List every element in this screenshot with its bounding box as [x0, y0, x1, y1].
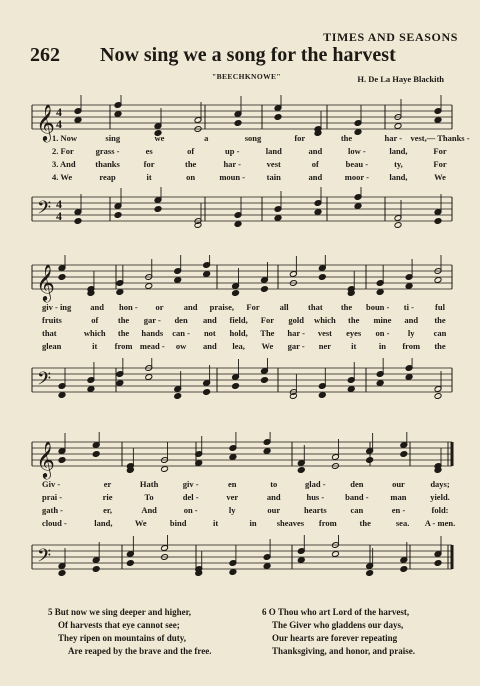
lyric-line	[0, 328, 480, 340]
lyric-syllable: gar -	[143, 315, 161, 325]
lyric-syllable: on	[186, 172, 196, 182]
bass-clef-icon: 𝄢	[37, 369, 52, 394]
time-signature-icon: 4	[56, 105, 62, 119]
lyric-syllable: hold,	[229, 328, 248, 338]
lyric-syllable: the	[117, 315, 130, 325]
lyric-syllable: 2. For	[52, 146, 74, 156]
note-head-icon	[318, 274, 326, 281]
lyric-syllable: that	[308, 302, 323, 312]
note-head-icon	[297, 467, 305, 474]
note-head-icon	[263, 563, 271, 570]
lyric-syllable: it	[212, 518, 219, 528]
lyric-syllable: and	[90, 302, 105, 312]
note-head-icon	[145, 374, 153, 381]
lyric-syllable: bind	[169, 518, 187, 528]
lyric-syllable: hearts	[303, 505, 327, 515]
lyric-syllable: days;	[430, 479, 450, 489]
lyric-syllable: ly	[407, 328, 415, 338]
lyric-syllable: beau -	[345, 159, 369, 169]
lyric-syllable: in	[249, 518, 257, 528]
lyric-syllable: sea.	[395, 518, 410, 528]
lyric-syllable: en	[227, 479, 237, 489]
note-head-icon	[58, 274, 66, 281]
lyric-syllable: and	[202, 341, 217, 351]
lyric-syllable: the	[434, 315, 446, 325]
treble-staff-system-3	[0, 432, 480, 482]
note-head-icon	[394, 123, 402, 130]
note-head-icon	[274, 215, 282, 222]
note-head-icon	[74, 117, 82, 124]
lyric-syllable: field,	[229, 315, 248, 325]
lyric-syllable: 1. Now	[52, 133, 78, 143]
lyric-syllable: gath -	[42, 505, 64, 515]
lyric-syllable: the	[184, 159, 197, 169]
lyric-syllable: to	[270, 479, 278, 489]
lyric-syllable: song	[244, 133, 262, 143]
lyric-syllable: har -	[384, 133, 403, 143]
lyric-syllable: the	[340, 133, 353, 143]
lyric-syllable: boun -	[365, 302, 390, 312]
lyric-syllable: and	[266, 492, 281, 502]
note-head-icon	[376, 289, 384, 296]
note-head-icon	[400, 566, 408, 573]
lyric-syllable: fold:	[431, 505, 449, 515]
note-head-icon	[332, 551, 340, 558]
lyric-syllable: For	[246, 302, 260, 312]
lyric-syllable: mead -	[139, 341, 165, 351]
lyric-syllable: for	[143, 159, 155, 169]
lyric-syllable: A - men.	[424, 518, 456, 528]
lyric-syllable: or	[155, 302, 164, 312]
lyric-syllable: 3. And	[52, 159, 76, 169]
lyric-syllable: and	[202, 315, 217, 325]
lyric-syllable: 4. We	[52, 172, 73, 182]
lyric-syllable: all	[279, 302, 289, 312]
verse-line: They ripen on mountains of duty,	[58, 633, 187, 643]
verse-line: 6 O Thou who art Lord of the harvest,	[262, 607, 410, 617]
lyric-syllable: and	[404, 315, 419, 325]
lyric-syllable: can	[433, 328, 447, 338]
lyric-syllable: tain	[266, 172, 281, 182]
verses-right	[262, 606, 415, 658]
lyric-syllable: we	[154, 133, 165, 143]
note-head-icon	[274, 114, 282, 121]
lyric-syllable: har -	[287, 328, 305, 338]
bass-clef-icon: 𝄢	[37, 198, 52, 223]
composer-credit: H. De La Haye Blackith	[357, 74, 444, 84]
lyric-syllable: from	[318, 518, 337, 528]
note-head-icon	[203, 389, 211, 396]
note-head-icon	[116, 289, 124, 296]
lyric-syllable: land,	[389, 146, 408, 156]
lyric-syllable: the	[117, 328, 130, 338]
verse-line: The Giver who gladdens our days,	[272, 620, 404, 630]
lyric-syllable: vest	[317, 328, 333, 338]
lyric-syllable: reap	[99, 172, 116, 182]
lyric-syllable: which	[314, 315, 336, 325]
lyric-syllable: gar -	[287, 341, 305, 351]
note-head-icon	[263, 448, 271, 455]
bass-staff-system-3	[0, 535, 480, 585]
note-head-icon	[434, 277, 442, 284]
lyric-line	[0, 492, 480, 504]
lyric-syllable: glad -	[305, 479, 326, 489]
note-head-icon	[87, 386, 95, 393]
lyric-syllable: prai -	[42, 492, 63, 502]
lyric-syllable: ful	[435, 302, 445, 312]
lyric-syllable: for	[294, 133, 306, 143]
note-head-icon	[92, 451, 100, 458]
lyric-line	[0, 146, 480, 158]
lyric-syllable: the	[359, 518, 371, 528]
note-head-icon	[376, 380, 384, 387]
lyric-syllable: band -	[345, 492, 369, 502]
lyric-syllable: and	[183, 302, 198, 312]
lyric-syllable: es	[145, 146, 153, 156]
lyric-syllable: gold	[288, 315, 304, 325]
note-head-icon	[400, 451, 408, 458]
lyric-syllable: We	[434, 172, 446, 182]
lyric-syllable: our	[267, 505, 281, 515]
bass-staff-system-1	[0, 187, 480, 237]
lyric-syllable: vest	[266, 159, 281, 169]
lyric-syllable: land,	[94, 518, 113, 528]
lyric-line	[0, 518, 480, 530]
lyric-syllable: can	[350, 505, 364, 515]
lyric-syllable: The	[260, 328, 275, 338]
lyric-syllable: And	[141, 505, 157, 515]
lyric-syllable: the	[434, 341, 446, 351]
tune-name: "BEECHKNOWE"	[212, 72, 281, 81]
note-head-icon	[174, 277, 182, 284]
lyric-line	[0, 341, 480, 353]
note-head-icon	[347, 386, 355, 393]
lyric-syllable: on -	[375, 328, 390, 338]
hymn-number: 262	[30, 44, 60, 66]
verse-line: Thanksgiving, and honor, and praise.	[272, 646, 415, 656]
note-head-icon	[232, 290, 240, 297]
note-head-icon	[174, 393, 182, 400]
note-head-icon	[58, 570, 66, 577]
note-head-icon	[126, 560, 134, 567]
note-head-icon	[58, 392, 66, 399]
lyric-line	[0, 159, 480, 171]
lyric-syllable: mine	[373, 315, 392, 325]
lyric-syllable: hands	[141, 328, 164, 338]
note-head-icon	[92, 566, 100, 573]
lyric-line	[0, 302, 480, 314]
lyric-syllable: cloud -	[42, 518, 67, 528]
note-head-icon	[434, 393, 442, 400]
note-head-icon	[354, 203, 362, 210]
section-heading: TIMES AND SEASONS	[323, 30, 458, 44]
note-head-icon	[229, 454, 237, 461]
note-head-icon	[434, 560, 442, 567]
lyric-syllable: the	[348, 315, 360, 325]
lyric-syllable: er	[103, 479, 112, 489]
lyric-syllable: fruits	[42, 315, 62, 325]
lyric-syllable: which	[83, 328, 106, 338]
lyric-syllable: praise,	[209, 302, 234, 312]
note-head-icon	[434, 218, 442, 225]
bass-clef-icon: 𝄢	[37, 546, 52, 571]
lyric-syllable: land	[265, 146, 282, 156]
lyric-syllable: not	[203, 328, 216, 338]
lyric-syllable: ly	[228, 505, 236, 515]
lyric-syllable: For	[433, 159, 447, 169]
lyric-syllable: hon -	[118, 302, 138, 312]
lyric-syllable: yield.	[430, 492, 450, 502]
lyric-line	[0, 315, 480, 327]
lyric-syllable: giv - ing	[42, 302, 72, 312]
verse-line: 5 But now we sing deeper and higher,	[48, 607, 192, 617]
lyric-syllable: land,	[389, 172, 408, 182]
lyric-syllable: For	[433, 146, 447, 156]
lyric-syllable: it	[92, 341, 98, 351]
note-head-icon	[314, 209, 322, 216]
lyric-syllable: our	[392, 479, 405, 489]
treble-clef-icon: 𝄞	[36, 103, 55, 141]
lyric-syllable: can -	[172, 328, 190, 338]
lyric-syllable: sing	[105, 133, 121, 143]
note-head-icon	[234, 221, 242, 228]
lyric-syllable: giv -	[182, 479, 199, 489]
lyric-syllable: eyes	[346, 328, 362, 338]
lyric-syllable: sheaves	[276, 518, 305, 528]
note-head-icon	[203, 271, 211, 278]
note-head-icon	[232, 383, 240, 390]
lyric-syllable: vest,— Thanks -	[410, 133, 470, 143]
lyric-syllable: from	[114, 341, 133, 351]
lyric-syllable: For	[260, 315, 274, 325]
time-signature-icon: 4	[56, 209, 62, 223]
lyric-syllable: We	[261, 341, 274, 351]
treble-clef-icon: 𝄞	[36, 263, 55, 301]
note-head-icon	[405, 374, 413, 381]
note-head-icon	[116, 380, 124, 387]
lyric-syllable: del -	[182, 492, 199, 502]
lyric-syllable: of	[91, 315, 99, 325]
note-head-icon	[234, 120, 242, 127]
lyric-line	[0, 479, 480, 491]
note-head-icon	[297, 557, 305, 564]
note-head-icon	[114, 111, 122, 118]
lyric-syllable: that	[42, 328, 57, 338]
lyric-syllable: in	[378, 341, 386, 351]
lyric-syllable: Hath	[139, 479, 159, 489]
lyric-syllable: the	[340, 302, 353, 312]
time-signature-icon: 4	[56, 117, 62, 131]
lyric-syllable: den	[174, 315, 188, 325]
lyric-syllable: man	[390, 492, 407, 502]
lyric-syllable: en -	[391, 505, 406, 515]
lyric-line	[0, 172, 480, 184]
lyric-syllable: thanks	[95, 159, 120, 169]
note-head-icon	[58, 457, 66, 464]
treble-clef-icon: 𝄞	[36, 440, 55, 478]
note-head-icon	[161, 466, 169, 473]
lyric-syllable: hus -	[306, 492, 325, 502]
lyric-syllable: moor -	[344, 172, 369, 182]
note-head-icon	[145, 283, 153, 290]
note-head-icon	[318, 392, 326, 399]
note-head-icon	[366, 457, 374, 464]
lyric-syllable: har -	[223, 159, 241, 169]
lyric-line	[0, 133, 480, 145]
note-head-icon	[154, 206, 162, 213]
treble-staff-system-2	[0, 255, 480, 305]
verse-line: Of harvests that eye cannot see;	[58, 620, 180, 630]
lyric-syllable: it	[146, 172, 152, 182]
lyric-syllable: up -	[225, 146, 240, 156]
note-head-icon	[434, 117, 442, 124]
lyric-line	[0, 505, 480, 517]
lyric-syllable: lea,	[232, 341, 245, 351]
note-head-icon	[74, 218, 82, 225]
lyric-syllable: rie	[102, 492, 113, 502]
time-signature-icon: 4	[56, 197, 62, 211]
lyric-syllable: ti -	[403, 302, 414, 312]
lyric-syllable: grass -	[95, 146, 120, 156]
lyric-syllable: er,	[103, 505, 112, 515]
lyric-syllable: and	[308, 146, 323, 156]
lyric-syllable: on -	[183, 505, 198, 515]
lyric-syllable: of	[187, 146, 195, 156]
lyric-syllable: ty,	[394, 159, 403, 169]
verses-left	[48, 606, 211, 658]
note-head-icon	[261, 377, 269, 384]
lyric-syllable: We	[134, 518, 147, 528]
lyric-syllable: glean	[42, 341, 62, 351]
lyric-syllable: from	[402, 341, 421, 351]
lyric-syllable: it	[351, 341, 357, 351]
lyric-syllable: Giv -	[42, 479, 61, 489]
note-head-icon	[114, 212, 122, 219]
lyric-syllable: and	[308, 172, 323, 182]
lyric-syllable: den	[350, 479, 364, 489]
lyric-syllable: To	[144, 492, 154, 502]
lyric-syllable: ow	[175, 341, 187, 351]
lyric-syllable: ner	[318, 341, 332, 351]
note-head-icon	[366, 570, 374, 577]
note-head-icon	[394, 222, 402, 229]
verse-line: Our hearts are forever repeating	[272, 633, 398, 643]
verse-line: Are reaped by the brave and the free.	[68, 646, 212, 656]
lyric-syllable: low -	[348, 146, 366, 156]
note-head-icon	[261, 286, 269, 293]
lyric-syllable: a	[204, 133, 209, 143]
note-head-icon	[229, 569, 237, 576]
lyric-syllable: ver	[226, 492, 239, 502]
note-head-icon	[405, 283, 413, 290]
bass-staff-system-2	[0, 358, 480, 408]
lyric-syllable: of	[311, 159, 319, 169]
hymn-title: Now sing we a song for the harvest	[100, 44, 396, 66]
lyric-syllable: moun -	[219, 172, 246, 182]
